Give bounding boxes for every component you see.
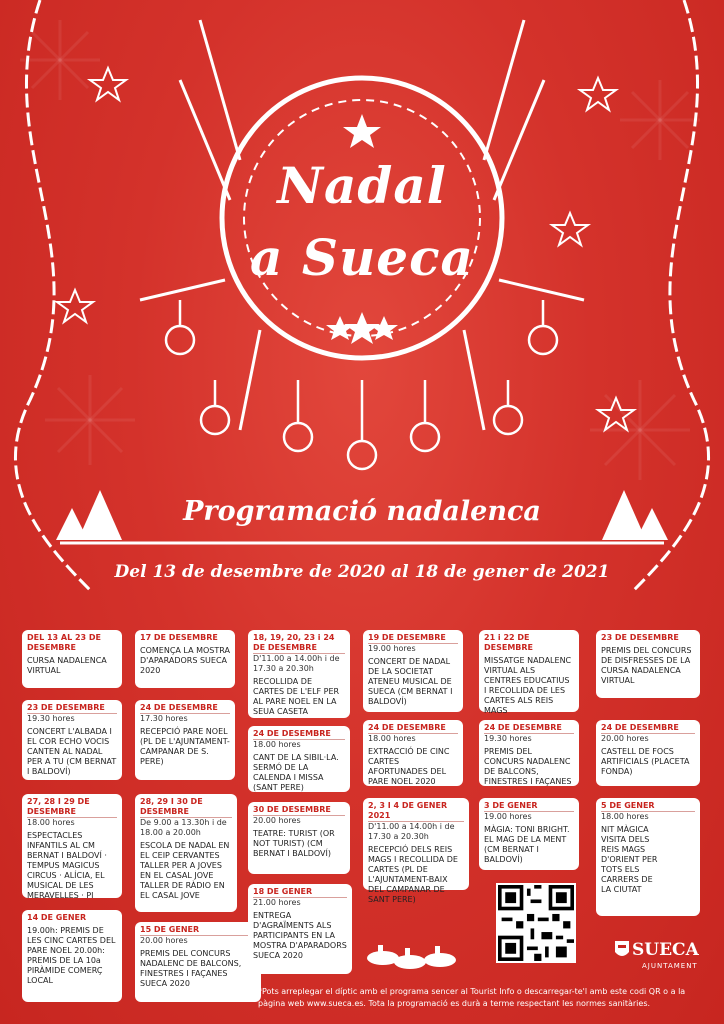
- event-body: NIT MÀGICA VISITA DELS REIS MAGS D'ORIENT PER TOTS ELS CARRERS DE LA CIUTAT: [601, 825, 658, 894]
- footer-note: *Pots arreplegar el díptic amb el programa sencer al Tourist Info o descarregar-te'l amb este codi QR o a la pàgina web www.sueca.es. Tota la programació es durà a terme respectant les normes sanitàries.: [258, 987, 686, 1008]
- event-date: 5 DE GENER: [601, 801, 655, 810]
- event-body: MÀGIA: TONI BRIGHT. EL MAG DE LA MENT (CM BERNAT I BALDOVÍ): [484, 825, 570, 864]
- event-card: [248, 630, 350, 718]
- event-date: 24 DE DESEMBRE: [140, 703, 218, 712]
- event-hours: 18.00 hores: [601, 811, 695, 822]
- event-hours: 19.30 hores: [484, 733, 574, 744]
- event-card: [22, 630, 122, 688]
- logo-name: SUECA: [632, 940, 699, 960]
- event-body: EXTRACCIÓ DE CINC CARTES AFORTUNADES DEL PARE NOEL 2020: [368, 747, 450, 786]
- event-body: 19.00h: PREMIS DE LES CINC CARTES DEL PARE NOEL 20.00h: PREMIS DE LA 10a PIRÀMIDE COMERÇ LOCAL: [27, 926, 116, 985]
- event-card: [22, 700, 122, 780]
- event-card: [248, 802, 350, 874]
- event-hours: 18.00 hores: [27, 817, 117, 828]
- event-body: RECEPCIÓ PARE NOEL (PL DE L'AJUNTAMENT-CAMPANAR DE S. PERE): [140, 727, 230, 766]
- event-date: 14 DE GENER: [27, 913, 87, 922]
- event-hours: 20.00 hores: [140, 935, 256, 946]
- event-hours: 20.00 hores: [253, 815, 345, 826]
- event-hours: 18.00 hores: [253, 739, 345, 750]
- event-date: 2, 3 I 4 DE GENER 2021: [368, 801, 448, 820]
- event-hours: 19.00 hores: [484, 811, 574, 822]
- event-card: [135, 630, 235, 688]
- subtitle: Programació nadalenca: [183, 496, 541, 527]
- event-card: [248, 726, 350, 792]
- event-hours: 19.30 hores: [27, 713, 117, 724]
- event-card: [596, 798, 700, 916]
- event-card: [22, 794, 122, 898]
- event-body: CONCERT DE NADAL DE LA SOCIETAT ATENEU MUSICAL DE SUECA (CM BERNAT I BALDOVÍ): [368, 657, 453, 706]
- event-hours: De 9.00 a 13.30h i de 18.00 a 20.00h: [140, 817, 232, 838]
- event-body: PREMIS DEL CONCURS NADALENC DE BALCONS, FINESTRES I FAÇANES: [484, 747, 572, 786]
- event-date: 24 DE DESEMBRE: [484, 723, 562, 732]
- sueca-logo: [614, 940, 706, 974]
- event-card: [135, 700, 235, 780]
- event-body: RECOLLIDA DE CARTES DE L'ELF PER AL PARE NOEL EN LA SEUA CASETA: [253, 677, 340, 716]
- event-date: 24 DE DESEMBRE: [601, 723, 679, 732]
- date-range: Del 13 de desembre de 2020 al 18 de gener de 2021: [114, 562, 610, 582]
- event-hours: D'11.00 a 14.00h i de 17.30 a 20.30h: [368, 821, 464, 842]
- event-card: [596, 720, 700, 786]
- event-card: [363, 630, 463, 712]
- event-body: COMENÇA LA MOSTRA D'APARADORS SUECA 2020: [140, 646, 230, 675]
- event-date: 24 DE DESEMBRE: [368, 723, 446, 732]
- event-date: 23 DE DESEMBRE: [601, 633, 679, 642]
- event-date: 19 DE DESEMBRE: [368, 633, 446, 642]
- title-line-1: Nadal: [277, 156, 447, 215]
- event-card: [135, 922, 261, 1002]
- event-date: 18, 19, 20, 23 i 24 DE DESEMBRE: [253, 633, 335, 652]
- event-body: MISSATGE NADALENC VIRTUAL ALS CENTRES EDUCATIUS I RECOLLIDA DE LES CARTES ALS REIS MAGS: [484, 656, 572, 715]
- event-card: [479, 798, 579, 870]
- fir-branch: [140, 20, 584, 430]
- qr-code-icon: [498, 885, 574, 961]
- event-card: [479, 630, 579, 715]
- event-date: 21 i 22 DE DESEMBRE: [484, 633, 534, 652]
- event-card: [22, 910, 122, 1002]
- event-date: 24 DE DESEMBRE: [253, 729, 331, 738]
- event-date: 3 DE GENER: [484, 801, 538, 810]
- event-hours: 20.00 hores: [601, 733, 695, 744]
- logo-subtitle: AJUNTAMENT: [642, 962, 698, 970]
- event-card: [248, 884, 352, 974]
- event-body: RECEPCIÓ DELS REIS MAGS I RECOLLIDA DE CARTES (PL DE L'AJUNTAMENT-BAIX DEL CAMPANAR DE SANT PERE): [368, 845, 458, 904]
- event-body: CONCERT L'ALBADA I EL COR ECHO VOCIS CANTEN AL NADAL PER A TU (CM BERNAT I BALDOVÍ): [27, 727, 117, 776]
- event-card: [363, 720, 463, 786]
- event-card: [363, 798, 469, 904]
- three-kings-icon: [367, 945, 456, 969]
- event-body: CASTELL DE FOCS ARTIFICIALS (PLACETA FONDA): [601, 747, 690, 776]
- event-hours: D'11.00 a 14.00h i de 17.30 a 20.30h: [253, 653, 345, 674]
- event-date: 27, 28 I 29 DE DESEMBRE: [27, 797, 90, 816]
- title-line-2: a Sueca: [250, 228, 474, 287]
- event-body: ESCOLA DE NADAL EN EL CEIP CERVANTES TALLER PER A JOVES EN EL CASAL JOVE TALLER DE RÀDIO EN EL CASAL JOVE: [140, 841, 230, 900]
- event-hours: 21.00 hores: [253, 897, 347, 908]
- event-body: CURSA NADALENCA VIRTUAL: [27, 656, 107, 675]
- event-date: 15 DE GENER: [140, 925, 200, 934]
- event-card: [135, 794, 237, 912]
- event-body: PREMIS DEL CONCURS DE DISFRESSES DE LA CURSA NADALENCA VIRTUAL: [601, 646, 692, 685]
- event-date: 17 DE DESEMBRE: [140, 633, 218, 642]
- event-body: CANT DE LA SIBIL·LA. SERMÓ DE LA CALENDA I MISSA (SANT PERE): [253, 753, 339, 792]
- event-date: 18 DE GENER: [253, 887, 313, 896]
- event-body: PREMIS DEL CONCURS NADALENC DE BALCONS, FINESTRES I FAÇANES SUECA 2020: [140, 949, 242, 988]
- event-date: DEL 13 AL 23 DE DESEMBRE: [27, 633, 102, 652]
- event-card: [479, 720, 579, 786]
- event-date: 28, 29 I 30 DE DESEMBRE: [140, 797, 203, 816]
- event-date: 30 DE DESEMBRE: [253, 805, 331, 814]
- event-body: TEATRE: TURIST (OR NOT TURIST) (CM BERNAT I BALDOVÍ): [253, 829, 335, 858]
- event-body: ESPECTACLES INFANTILS AL CM BERNAT I BALDOVÍ · TEMPUS MAGICUS CIRCUS · ALÍCIA, EL MUSICAL DE LES MERAVELLES · PI: [27, 831, 107, 900]
- qr-code[interactable]: [496, 883, 576, 963]
- event-hours: 18.00 hores: [368, 733, 458, 744]
- event-body: ENTREGA D'AGRAÏMENTS ALS PARTICIPANTS EN LA MOSTRA D'APARADORS SUECA 2020: [253, 911, 347, 960]
- coat-of-arms-icon: [614, 940, 630, 960]
- event-hours: 17.30 hores: [140, 713, 230, 724]
- event-hours: 19.00 hores: [368, 643, 458, 654]
- event-card: [596, 630, 700, 698]
- event-date: 23 DE DESEMBRE: [27, 703, 105, 712]
